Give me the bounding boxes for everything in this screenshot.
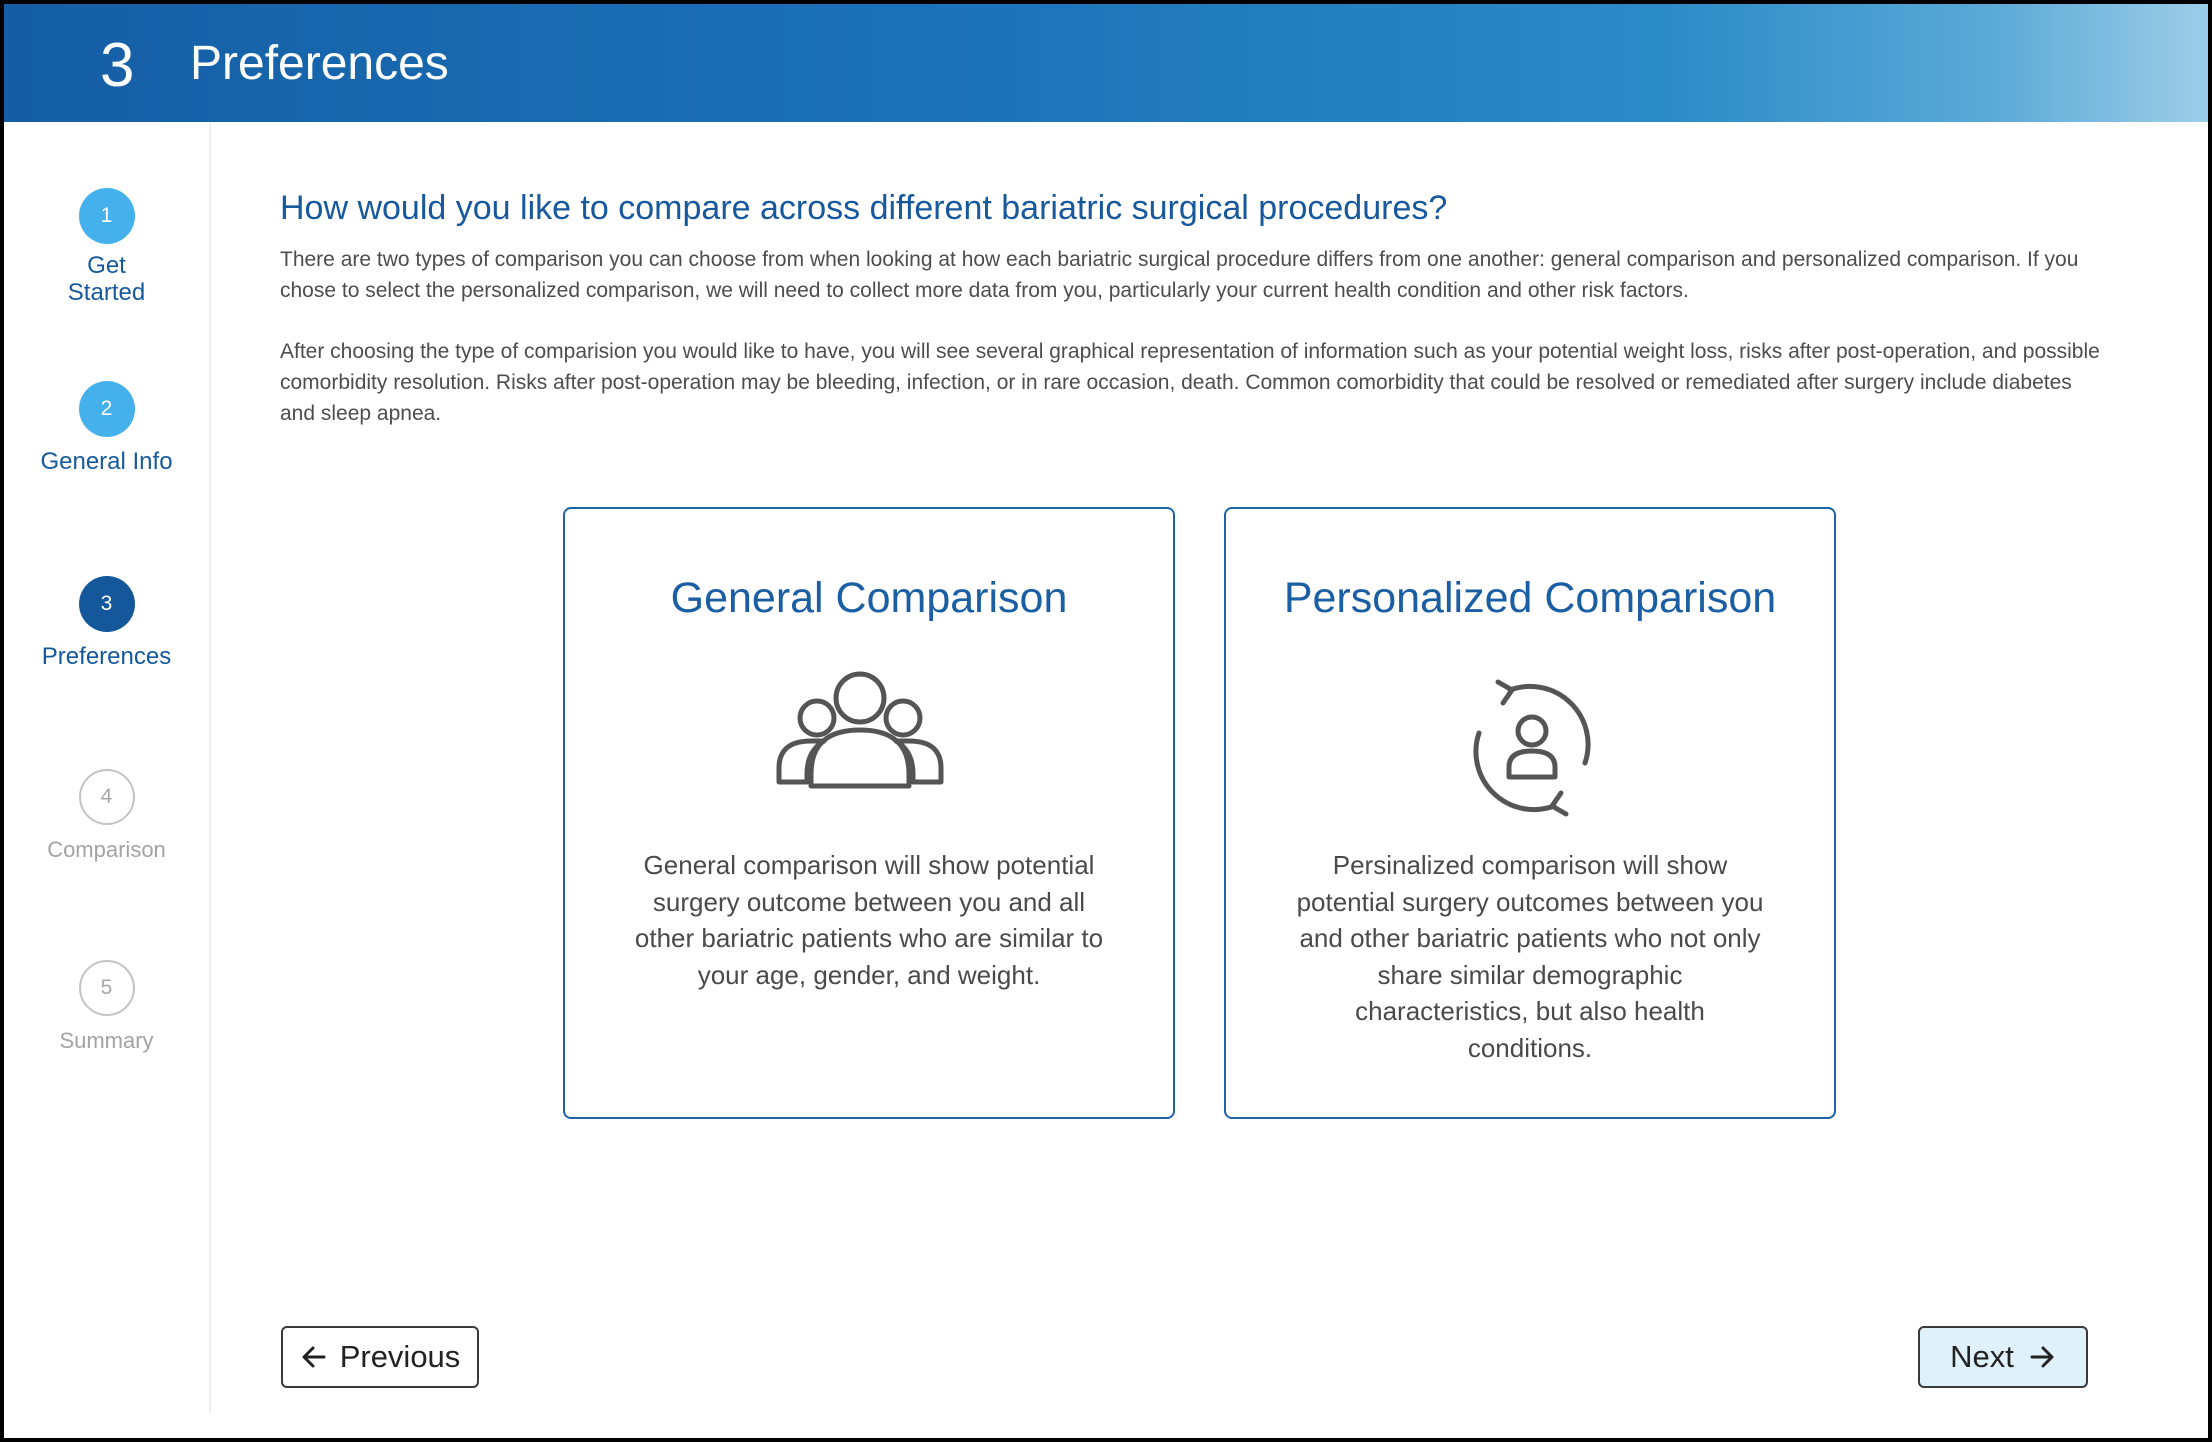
next-button-label: Next bbox=[1950, 1339, 2014, 1374]
general-comparison-card[interactable] bbox=[563, 507, 1175, 1119]
card-description: Persinalized comparison will show potential surgery outcomes between you and other bariatric patients who not only share similar demographic characteristics, but also health conditions. bbox=[1296, 850, 1764, 1063]
step-number-badge: 4 bbox=[79, 769, 135, 825]
sidebar-step-general-info[interactable] bbox=[4, 381, 209, 475]
step-label: Comparison bbox=[47, 837, 166, 862]
step-number-badge: 1 bbox=[79, 188, 135, 244]
details-paragraph: After choosing the type of comparision you would like to have, you will see several graphical representation of information such as your potential weight loss, risks after post-operation, and possible comorbidity resolution. Risks after post-operation may be bleeding, infection, or in rare occasion, death. Common comorbidity that could be resolved or remediated after surgery include diabetes and sleep apnea. bbox=[280, 340, 2100, 425]
arrow-right-icon bbox=[2028, 1343, 2056, 1371]
card-title: General Comparison bbox=[670, 574, 1068, 622]
card-description: General comparison will show potential surgery outcome between you and all other bariatric patients who are similar to your age, gender, and weight. bbox=[634, 850, 1104, 990]
step-label: Preferences bbox=[41, 643, 172, 670]
step-number-badge: 5 bbox=[79, 960, 135, 1016]
personalized-comparison-card[interactable] bbox=[1224, 507, 1836, 1119]
step-sidebar bbox=[4, 122, 211, 1412]
users-group-icon bbox=[771, 659, 971, 839]
question-heading: How would you like to compare across different bariatric surgical procedures? bbox=[280, 189, 1448, 227]
step-number-badge: 2 bbox=[79, 381, 135, 437]
sidebar-step-summary bbox=[4, 960, 209, 1054]
step-label: Get Started bbox=[67, 252, 146, 306]
previous-button-label: Previous bbox=[339, 1339, 461, 1374]
sidebar-step-comparison bbox=[4, 769, 209, 863]
step-label: Summary bbox=[59, 1028, 154, 1053]
step-label: General Info bbox=[40, 448, 173, 475]
card-title: Personalized Comparison bbox=[1283, 574, 1777, 622]
sidebar-step-get-started[interactable] bbox=[4, 188, 209, 306]
arrow-left-icon bbox=[300, 1343, 328, 1371]
intro-paragraph: There are two types of comparison you can choose from when looking at how each bariatric surgical procedure differs from one another: general comparison and personalized comparison. If you chose to select the personalized comparison, we will need to collect more data from you, particularly your current health condition and other risk factors. bbox=[280, 248, 2079, 302]
app-frame bbox=[4, 4, 2208, 1438]
sidebar-step-preferences[interactable] bbox=[4, 576, 209, 670]
page-title: Preferences bbox=[190, 37, 449, 90]
page-header bbox=[4, 4, 2208, 122]
user-refresh-icon bbox=[1432, 659, 1632, 839]
step-number-badge: 3 bbox=[79, 576, 135, 632]
next-button[interactable] bbox=[1918, 1326, 2088, 1388]
header-step-number: 3 bbox=[100, 31, 135, 100]
previous-button[interactable] bbox=[281, 1326, 479, 1388]
